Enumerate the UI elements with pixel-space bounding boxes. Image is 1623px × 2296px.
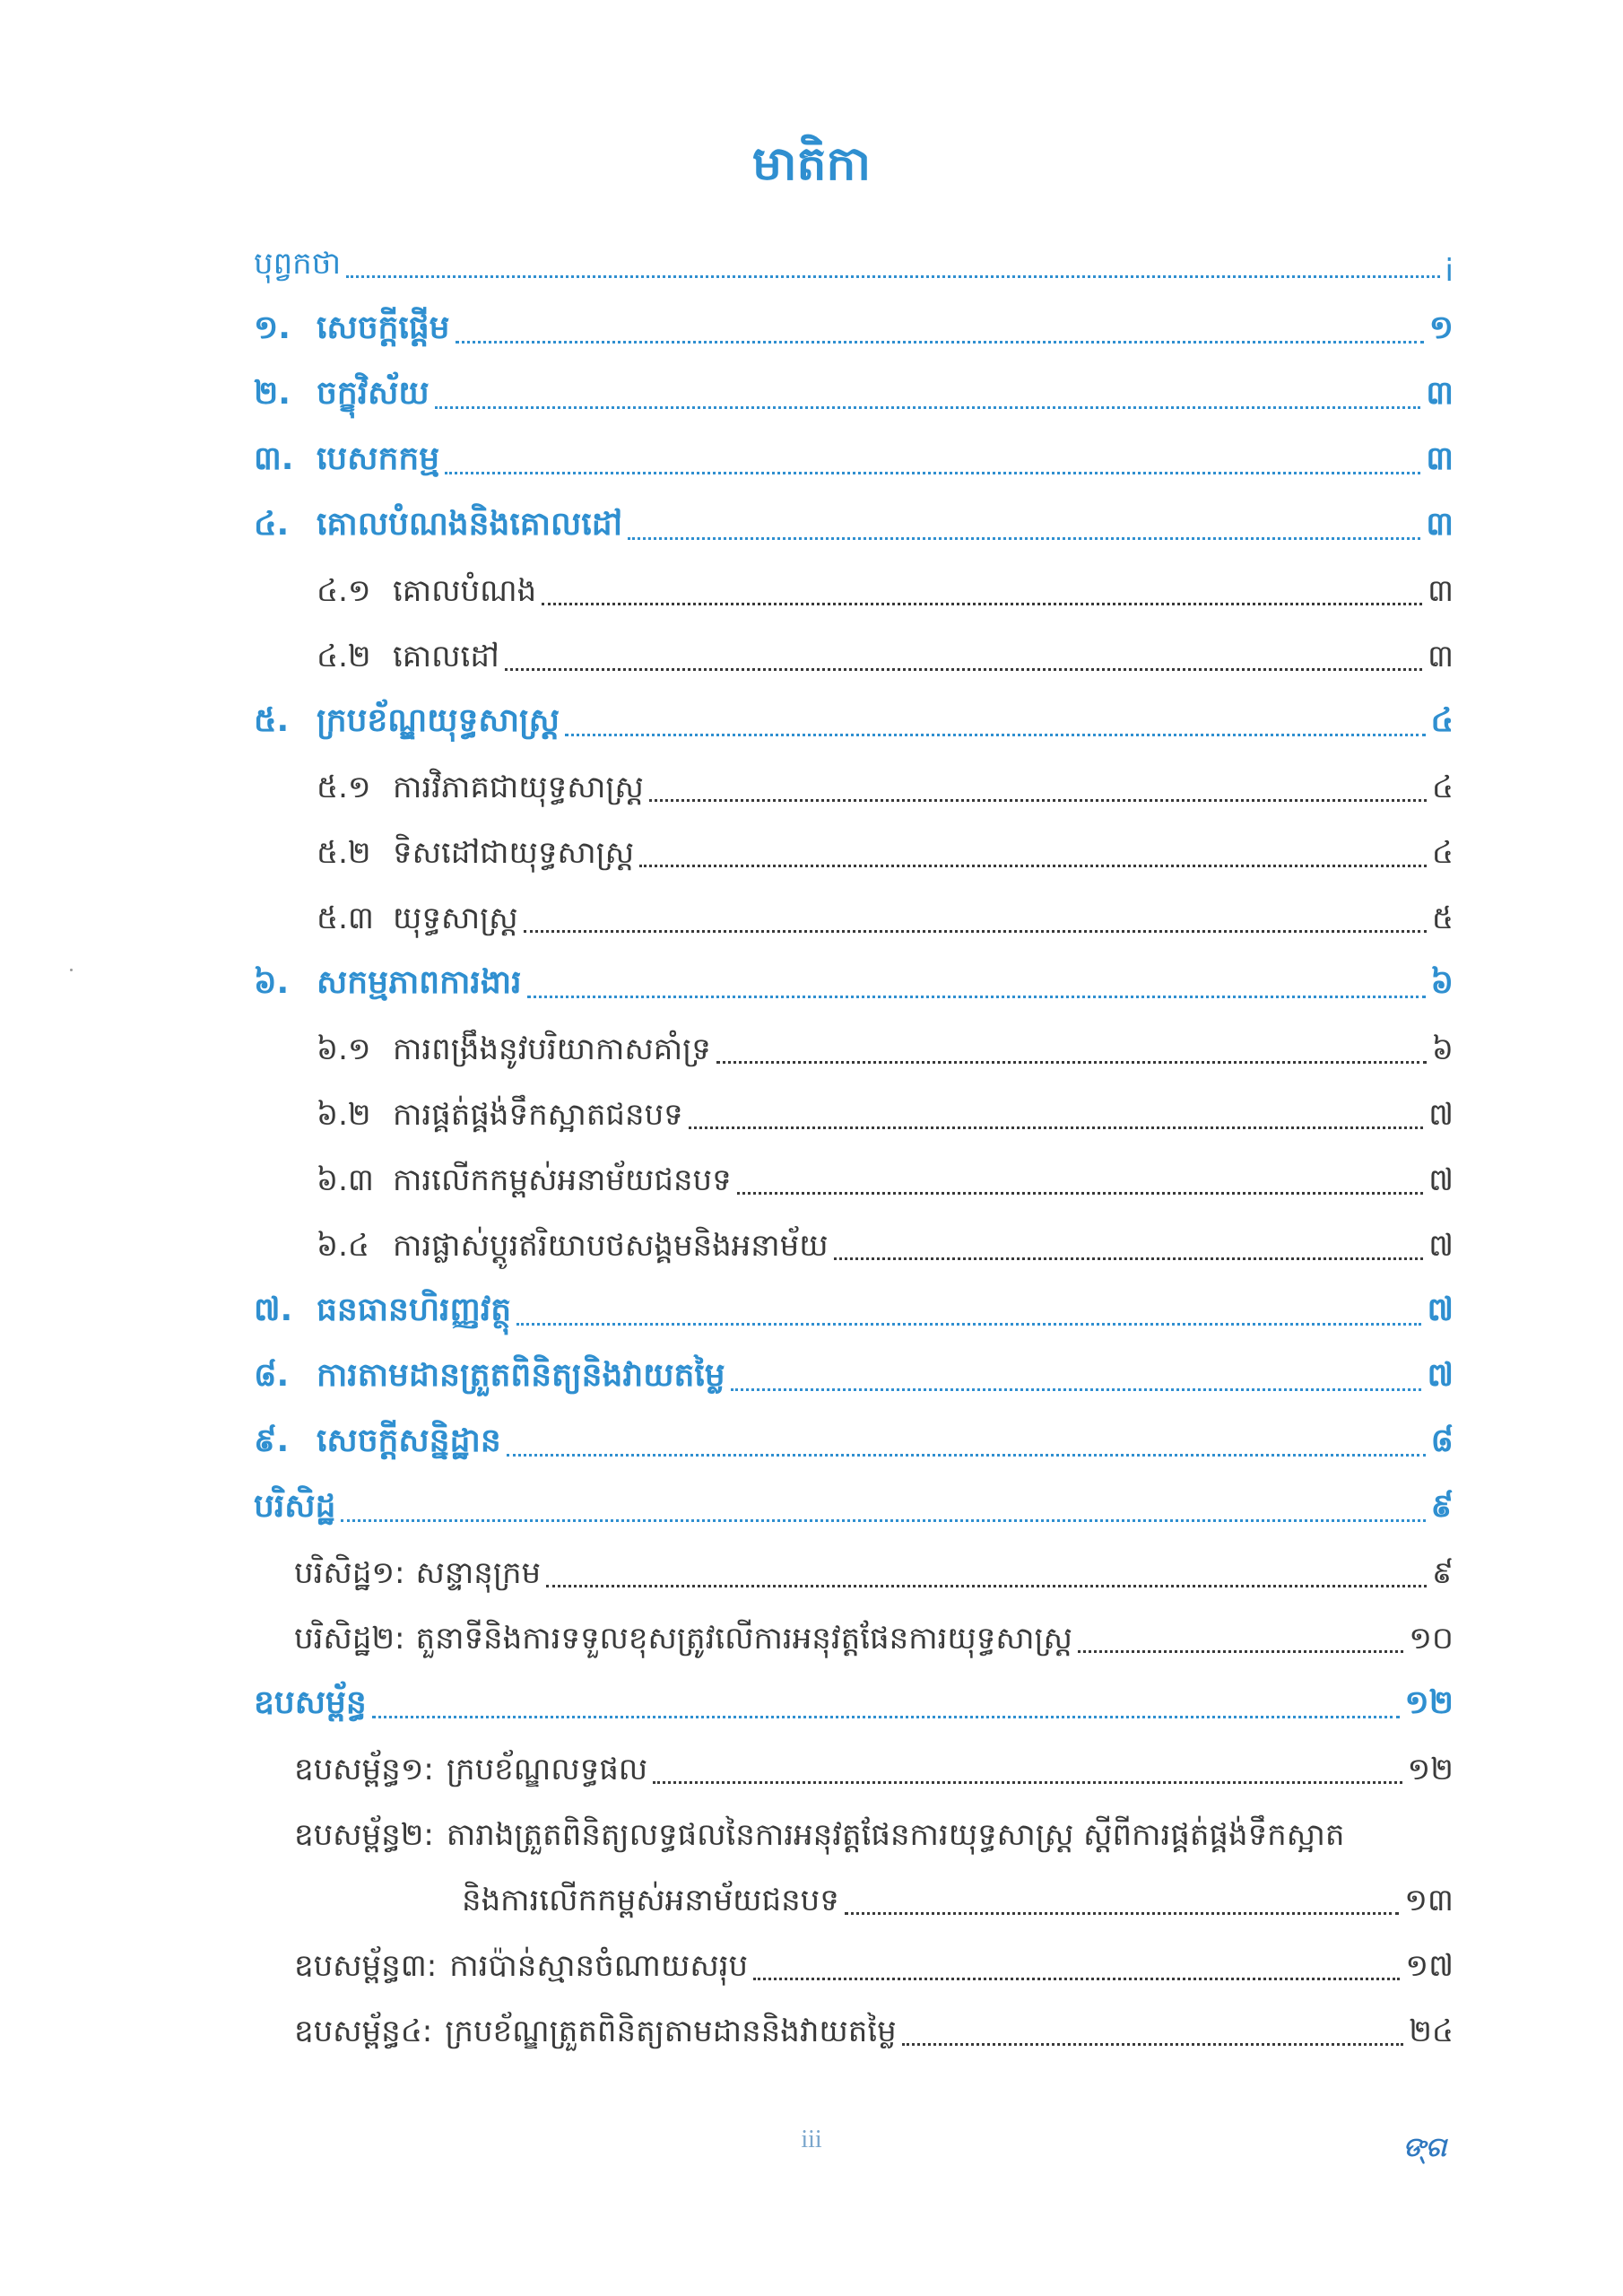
toc-entry-number: ៦.៣ (317, 1162, 374, 1198)
toc-page-number: ៥ (1431, 900, 1454, 936)
toc-page-number: ៣ (1427, 639, 1454, 674)
leader-dots (902, 2043, 1403, 2046)
leader-dots (527, 996, 1426, 998)
leader-dots (565, 734, 1425, 736)
toc-entry-label: ក្របខ័ណ្ឌយុទ្ធសាស្ត្រ (317, 702, 560, 739)
toc-entry-appendix-2[interactable] (294, 1806, 1454, 1860)
toc-entry-label: តួនាទីនិងការទទួលខុសត្រូវលើការអនុវត្តផែនការយុទ្ធសាស្ត្រ (415, 1621, 1072, 1657)
toc-entry-label: ធនធានហិរញ្ញវត្ថុ (317, 1292, 512, 1328)
toc-entry-section-6-3[interactable] (317, 1152, 1454, 1205)
toc-entry-section-5-2[interactable] (317, 824, 1454, 878)
leader-dots (689, 1126, 1423, 1129)
toc-page-number: ៣ (1426, 375, 1454, 412)
toc-page-number: ៧ (1428, 1228, 1454, 1264)
toc-page-number: ៩ (1430, 1488, 1454, 1525)
leader-dots (524, 930, 1427, 933)
toc-entry-label: ការលើកកម្ពស់អនាម័យជនបទ (393, 1162, 732, 1198)
leader-dots (716, 1061, 1427, 1064)
toc-entry-section-5-1[interactable] (317, 759, 1454, 813)
toc-page-number: ៩ (1431, 1555, 1454, 1591)
toc-entry-label: បេសកកម្ម (317, 440, 440, 477)
toc-entry-annex-1[interactable] (294, 1544, 1454, 1598)
toc-entry-label: គោលដៅ (393, 639, 499, 674)
toc-entry-annex-2[interactable] (294, 1610, 1454, 1664)
toc-entry-number: ១. (254, 309, 291, 346)
toc-page-number: ១២ (1404, 1684, 1454, 1721)
toc-entry-label: គោលបំណងនិងគោលដៅ (317, 506, 623, 543)
toc-page-number: ១ (1428, 309, 1454, 346)
toc-entry-number: ៥.១ (317, 770, 371, 805)
leader-dots (639, 865, 1427, 867)
toc-entry-label: តារាងត្រួតពិនិត្យលទ្ធផលនៃការអនុវត្តផែនការយុទ្ធសាស្ត្រ ស្តីពីការផ្គត់ផ្គង់ទឹកស្អាត (446, 1817, 1345, 1853)
toc-entry-label: និងការលើកកម្ពស់អនាម័យជនបទ (462, 1883, 839, 1918)
toc-entry-section-4-2[interactable] (317, 628, 1454, 682)
toc-entry-label: ការពង្រឹងនូវបរិយាកាសគាំទ្រ (393, 1031, 711, 1067)
leader-dots (346, 275, 1439, 278)
toc-entry-appendix-1[interactable] (294, 1741, 1454, 1795)
toc-entry-label: ឧបសម្ព័ន្ធ (254, 1684, 367, 1721)
leader-dots (753, 1978, 1400, 1980)
toc-entry-annexes[interactable] (254, 1479, 1454, 1533)
toc-entry-label: ទិសដៅជាយុទ្ធសាស្ត្រ (393, 835, 635, 871)
leader-dots (845, 1912, 1399, 1915)
leader-dots (445, 472, 1420, 474)
leader-dots (341, 1519, 1425, 1522)
toc-entry-number: ៥.៣ (317, 900, 374, 936)
toc-entry-label: ការវិភាគជាយុទ្ធសាស្ត្រ (393, 770, 644, 805)
leader-dots (456, 341, 1424, 344)
toc-entry-label: ការតាមដានត្រួតពិនិត្យនិងវាយតម្លៃ (317, 1357, 725, 1394)
handwritten-initials: ଙ୍ଗ (1403, 2133, 1446, 2162)
toc-entry-number: ៦. (254, 964, 290, 1001)
toc-entry-appendix-4[interactable] (294, 2003, 1454, 2057)
toc-entry-number: ៤.២ (317, 639, 371, 674)
leader-dots (546, 1585, 1427, 1587)
toc-page-number: ១០ (1409, 1621, 1454, 1657)
toc-entry-section-5-3[interactable] (317, 890, 1454, 944)
toc-entry-label: ក្របខ័ណ្ឌលទ្ធផល (446, 1752, 648, 1787)
toc-entry-section-2[interactable] (254, 366, 1454, 420)
toc-entry-preface[interactable] (254, 235, 1454, 289)
toc-entry-appendices[interactable] (254, 1675, 1454, 1729)
leader-dots (834, 1257, 1424, 1260)
toc-page-number: ៣ (1427, 573, 1454, 609)
toc-page-number: ៣ (1426, 440, 1454, 477)
toc-entry-number: ឧបសម្ព័ន្ធ៣: (294, 1948, 438, 1984)
toc-entry-label: យុទ្ធសាស្ត្រ (393, 900, 518, 936)
leader-dots (653, 1781, 1402, 1784)
leader-dots (507, 1454, 1426, 1457)
toc-page-number: ៨ (1430, 1422, 1454, 1459)
toc-entry-section-4-1[interactable] (317, 562, 1454, 616)
toc-entry-label: សកម្មភាពការងារ (317, 964, 522, 1001)
toc-page-number: ៤ (1431, 835, 1454, 871)
toc-entry-section-8[interactable] (254, 1348, 1454, 1402)
toc-page-number: ៧ (1427, 1292, 1454, 1328)
toc-page-number: ៤ (1431, 770, 1454, 805)
toc-entry-label: ក្របខ័ណ្ឌត្រួតពិនិត្យតាមដាននិងវាយតម្លៃ (445, 2013, 897, 2049)
leader-dots (372, 1716, 1400, 1718)
leader-dots (505, 668, 1422, 671)
toc-entry-number: ៣. (254, 440, 294, 477)
toc-entry-label: សេចក្តីសន្និដ្ឋាន (317, 1422, 501, 1459)
toc-page-number: ១៣ (1404, 1883, 1454, 1918)
leader-dots (731, 1388, 1422, 1391)
toc-entry-label: ការប៉ាន់ស្មានចំណាយសរុប (449, 1948, 749, 1984)
toc-entry-number: ៩. (254, 1422, 290, 1459)
toc-entry-number: ៦.១ (317, 1031, 371, 1067)
leader-dots (435, 406, 1421, 409)
toc-entry-section-4[interactable] (254, 497, 1454, 551)
toc-entry-section-9[interactable] (254, 1413, 1454, 1467)
toc-page-number: ៧ (1427, 1357, 1454, 1394)
toc-entry-section-6[interactable] (254, 955, 1454, 1009)
toc-entry-number: ៥.២ (317, 835, 371, 871)
toc-entry-label: បុព្វកថា (254, 246, 342, 282)
toc-page-number: ១៧ (1405, 1948, 1454, 1984)
toc-entry-label: ការផ្គត់ផ្គង់ទឹកស្អាតជនបទ (393, 1097, 683, 1133)
toc-page-number: ៦ (1430, 964, 1454, 1001)
leader-dots (649, 799, 1427, 802)
toc-entry-number: ៤. (254, 506, 290, 543)
toc-entry-section-1[interactable] (254, 300, 1454, 354)
toc-entry-section-7[interactable] (254, 1283, 1454, 1336)
toc-entry-section-3[interactable] (254, 431, 1454, 485)
toc-entry-number: បរិសិដ្ឋ២: (294, 1621, 405, 1657)
page-number-footer: iii (801, 2126, 822, 2153)
toc-entry-label: សន្ទានុក្រម (415, 1555, 542, 1591)
scan-speck (70, 969, 73, 971)
toc-entry-section-6-4[interactable] (317, 1217, 1454, 1271)
toc-entry-number: ៤.១ (317, 573, 371, 609)
page-title: មាតិកា (751, 137, 872, 191)
toc-entry-number: ៦.៤ (317, 1228, 369, 1264)
toc-entry-number: ឧបសម្ព័ន្ធ១: (294, 1752, 434, 1787)
toc-entry-section-6-1[interactable] (317, 1021, 1454, 1074)
toc-entry-number: ឧបសម្ព័ន្ធ៤: (294, 2013, 433, 2049)
toc-page-number: ១២ (1407, 1752, 1454, 1787)
leader-dots (737, 1192, 1423, 1195)
leader-dots (1078, 1650, 1403, 1653)
toc-page-number: i (1445, 253, 1454, 289)
toc-entry-label: សេចក្តីផ្តើម (317, 309, 450, 346)
toc-page-number: ៧ (1428, 1097, 1454, 1133)
toc-entry-label: ចក្ខុវិស័យ (317, 375, 430, 412)
toc-page-number: ៣ (1426, 506, 1454, 543)
toc-entry-number: ៨. (254, 1357, 290, 1394)
leader-dots (542, 603, 1422, 605)
leader-dots (628, 537, 1420, 540)
toc-entry-number: ៧. (254, 1292, 293, 1328)
toc-entry-section-6-2[interactable] (317, 1086, 1454, 1140)
toc-entry-number: ឧបសម្ព័ន្ធ២: (294, 1817, 434, 1853)
leader-dots (516, 1323, 1421, 1326)
toc-entry-number: ៥. (254, 702, 290, 739)
toc-entry-number: ២. (254, 375, 291, 412)
toc-entry-label: ការផ្លាស់ប្តូរឥរិយាបថសង្គមនិងអនាម័យ (393, 1228, 829, 1264)
toc-entry-number: ៦.២ (317, 1097, 371, 1133)
toc-page-number: ២៤ (1409, 2013, 1454, 2049)
toc-page-number: ៦ (1431, 1031, 1454, 1067)
toc-entry-appendix-2-continued[interactable] (462, 1872, 1454, 1926)
toc-entry-appendix-3[interactable] (294, 1937, 1454, 1991)
toc-entry-number: បរិសិដ្ឋ១: (294, 1555, 405, 1591)
toc-page-number: ៤ (1430, 702, 1454, 739)
toc-page-number: ៧ (1428, 1162, 1454, 1198)
toc-entry-label: គោលបំណង (393, 573, 537, 609)
toc-entry-section-5[interactable] (254, 693, 1454, 747)
toc-entry-label: បរិសិដ្ឋ (254, 1488, 336, 1525)
